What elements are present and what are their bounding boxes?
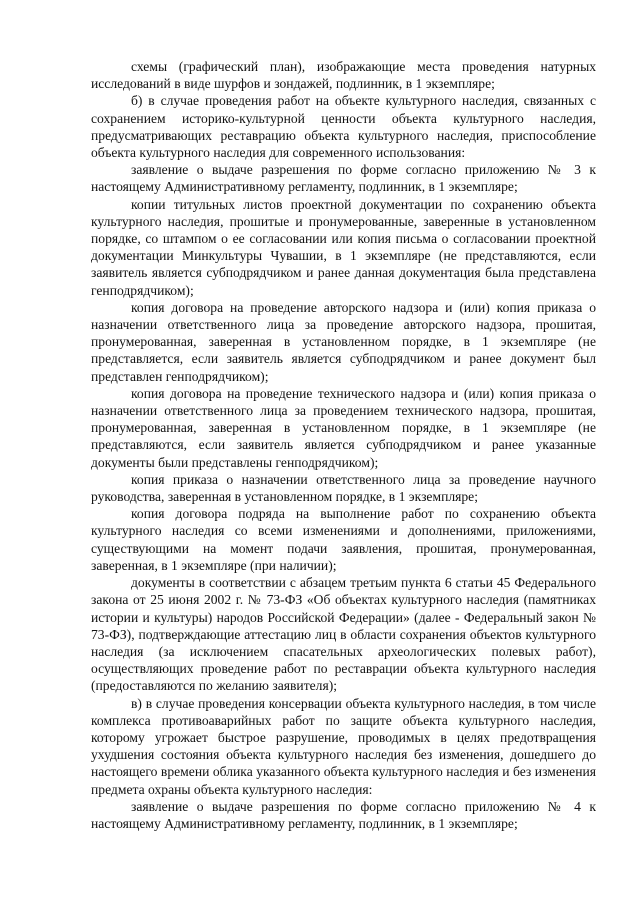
paragraph-item-v-heading: в) в случае проведения консервации объекта культурного наследия, в том числе комплекса противоаварийных работ по защите объекта культурного наследия, которому угрожает быстрое разрушение, проводимых в целях предотвращения ухудшения состояния объекта культурного наследия без изменения, дошедшего до настоящего времени облика указанного объекта культурного наследия и без изменения предмета охраны объекта культурного наследия:: [91, 695, 596, 797]
paragraph-contract-copy: копия договора подряда на выполнение работ по сохранению объекта культурного наследия со всеми изменениями и дополнениями, приложениями, существующими на момент подачи заявления, прошитая, пронумерованная, заверенная, в 1 экземпляре (при наличии);: [91, 506, 596, 573]
paragraph-technical-supervision: копия договора на проведение технического надзора и (или) копия приказа о назначении ответственного лица за проведением технического надзора, прошитая, пронумерованная, заверенная в установленном порядке, в 1 экземпляре (не представляются, если заявитель является субподрядчиком и ранее указанные документы были представлены генподрядчиком);: [91, 385, 596, 470]
paragraph-author-supervision: копия договора на проведение авторского надзора и (или) копия приказа о назначении ответственного лица за проведение авторского надзора, прошитая, пронумерованная, заверенная в установленном порядке, в 1 экземпляре (не представляется, если заявитель является субподрядчиком и ранее документ был представлен генподрядчиком);: [91, 299, 596, 384]
paragraph-scheme-drawings: схемы (графический план), изображающие места проведения натурных исследований в виде шурфов и зондажей, подлинник, в 1 экземпляре;: [91, 59, 596, 92]
paragraph-scientific-management: копия приказа о назначении ответственного лица за проведение научного руководства, заверенная в установленном порядке, в 1 экземпляре;: [91, 471, 596, 505]
paragraph-certification-documents: документы в соответствии с абзацем третьим пункта 6 статьи 45 Федерального закона от 25 июня 2002 г. № 73-ФЗ «Об объектах культурного наследия (памятниках истории и культуры) народов Российской Федерации» (далее - Федеральный закон № 73-ФЗ), подтверждающие аттестацию лиц в области сохранения объектов культурного наследия (за исключением спасательных археологических полевых работ), осуществляющих проведение работ по реставрации объекта культурного наследия (предоставляются по желанию заявителя);: [91, 575, 596, 694]
paragraph-title-pages-copies: копии титульных листов проектной документации по сохранению объекта культурного наследия, прошитые и пронумерованные, заверенные в установленном порядке, со штампом о ее согласовании или копия письма о согласовании проектной документации Минкультуры Чувашии, в 1 экземпляре (не представляются, если заявитель является субподрядчиком и ранее данная документация была представлена генподрядчиком);: [91, 196, 596, 298]
paragraph-application-form-3: заявление о выдаче разрешения по форме согласно приложению № 3 к настоящему Административному регламенту, подлинник, в 1 экземпляре;: [91, 162, 596, 195]
paragraph-application-form-4: заявление о выдаче разрешения по форме согласно приложению № 4 к настоящему Административному регламенту, подлинник, в 1 экземпляре;: [91, 798, 596, 831]
paragraph-item-b-heading: б) в случае проведения работ на объекте культурного наследия, связанных с сохранением историко-культурной ценности объекта культурного наследия, предусматривающих реставрацию объекта культурного наследия, приспособление объекта культурного наследия для современного использования:: [91, 93, 596, 161]
